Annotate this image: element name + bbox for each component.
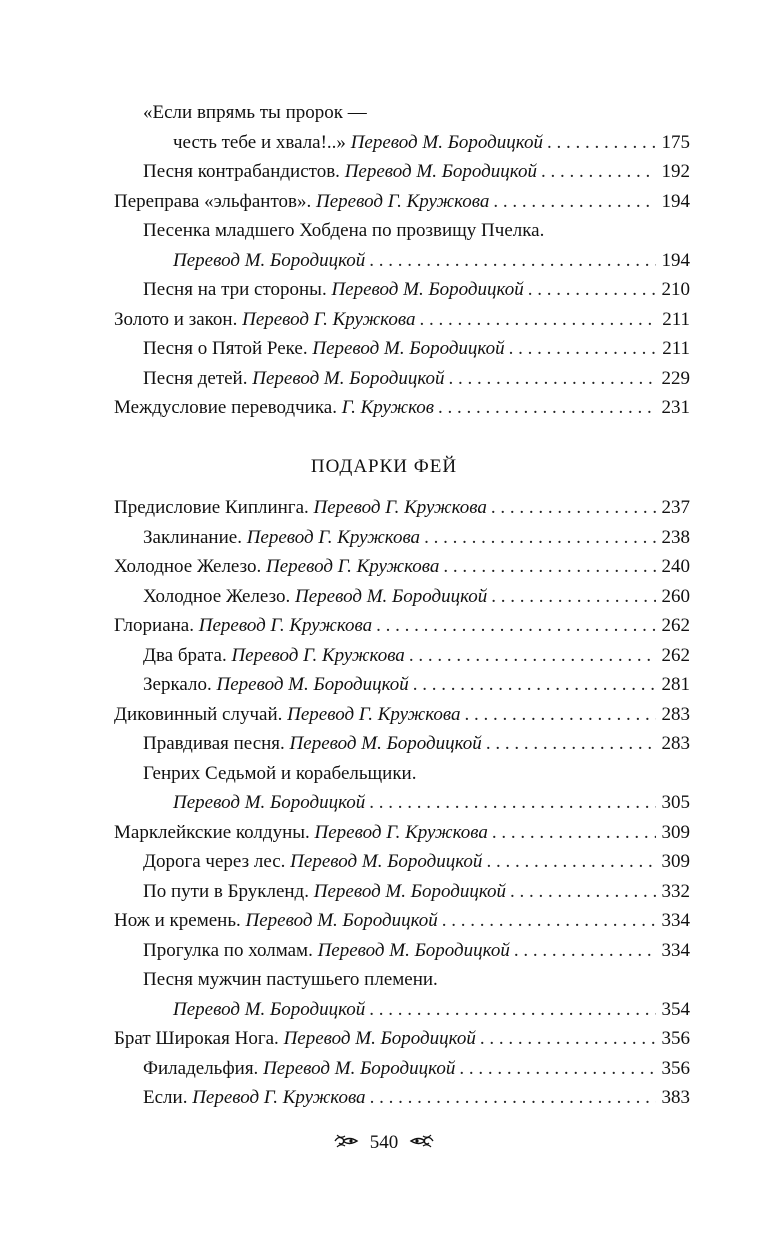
toc-entry-title [173,788,365,818]
toc-entry [114,393,690,423]
dot-leader [413,670,656,700]
entry-translator: Перевод М. Бородицкой [317,939,510,961]
entry-translator: Перевод Г. Кружкова [242,308,416,330]
dot-leader [493,187,655,217]
toc-entry [114,582,690,612]
dot-leader [491,493,656,523]
entry-translator: Перевод М. Бородицкой [344,161,537,182]
toc-entry [114,216,690,246]
entry-title-text: Холодное Железо. [114,556,262,577]
toc-entry-title [114,1024,476,1054]
entry-title-text: честь тебе и хвала!..» [173,131,346,153]
dot-leader [528,275,656,305]
dot-leader [376,611,655,641]
dot-leader [480,1024,656,1054]
entry-translator: Перевод Г. Кружкова [198,615,373,636]
dot-leader [449,364,656,394]
ornament-right-icon [409,1129,435,1159]
toc-entry-title [143,334,505,364]
toc-entry [114,1083,690,1113]
toc-entry [114,275,690,305]
toc-entry [114,877,690,907]
toc-entry-title [143,641,405,671]
toc-entry-title [173,128,543,158]
entry-title-text: Заклинание. [143,526,242,548]
toc-entry [114,729,690,759]
page-number: 540 [369,1132,399,1153]
toc-entry-title [143,157,537,187]
toc-entry [114,906,690,936]
entry-title-text: Междусловие переводчика. [114,397,337,418]
toc-entry [114,670,690,700]
dot-leader [409,641,656,671]
dot-leader [459,1054,655,1084]
entry-translator: Перевод Г. Кружкова [192,1087,366,1108]
entry-page-number: 334 [661,910,690,931]
entry-translator: Перевод М. Бородицкой [283,1028,476,1049]
toc-entry [114,936,690,966]
entry-title-text: Марклейкские колдуны. [114,821,310,843]
entry-title-text: Песня о Пятой Реке. [143,338,308,359]
toc-entry [114,611,690,641]
entry-translator: Перевод Г. Кружкова [314,821,488,843]
entry-title-text: Зеркало. [143,674,212,695]
toc-entry [114,364,690,394]
entry-translator: Перевод М. Бородицкой [295,585,488,607]
dot-leader [491,582,655,612]
dot-leader [442,906,656,936]
entry-translator: Г. Кружков [341,397,434,418]
dot-leader [486,847,655,877]
entry-page-number: 332 [661,880,690,902]
page-footer [0,1128,768,1159]
entry-translator: Перевод М. Бородицкой [331,279,524,300]
dot-leader [369,995,655,1025]
entry-title-text: Песня мужчин пастушьего племени. [143,969,438,990]
toc-entry-title [114,906,438,936]
entry-translator: Перевод М. Бородицкой [313,880,506,902]
entry-title-text: Генрих Седьмой и корабельщики. [143,762,417,784]
entry-title-text: Прогулка по холмам. [143,939,313,961]
dot-leader [369,788,655,818]
entry-title-text: Если. [143,1087,188,1108]
toc-entry-title [114,393,434,423]
toc-entry [114,128,690,158]
entry-translator: Перевод М. Бородицкой [245,910,438,931]
toc-entry-title [143,1083,366,1113]
entry-translator: Перевод Г. Кружкова [316,190,490,212]
entry-title-text: Нож и кремень. [114,910,241,931]
toc-entry-title [143,877,506,907]
entry-translator: Перевод М. Бородицкой [173,998,366,1020]
entry-page-number: 192 [661,161,690,182]
toc-entry-title [143,98,367,128]
entry-translator: Перевод М. Бородицкой [350,131,543,153]
toc-entry-title [173,995,365,1025]
entry-page-number: 194 [661,190,690,212]
entry-page-number: 354 [661,998,690,1020]
entry-page-number: 334 [661,939,690,961]
toc-entry-title [114,700,460,730]
entry-title-text: Два брата. [143,644,227,666]
toc-entry-title [143,1054,455,1084]
entry-translator: Перевод М. Бородицкой [173,249,366,271]
toc-entry [114,995,690,1025]
toc-entry-title [143,965,438,995]
dot-leader [486,729,656,759]
toc-entry [114,246,690,276]
dot-leader [464,700,655,730]
toc-block-2 [114,493,690,1113]
dot-leader [514,936,656,966]
entry-page-number: 194 [661,249,690,271]
entry-page-number: 283 [661,733,690,754]
entry-page-number: 281 [661,674,690,695]
toc-entry-title [143,582,487,612]
entry-page-number: 283 [661,703,690,725]
toc-entry-title [143,670,409,700]
entry-title-text: Правдивая песня. [143,733,285,754]
entry-page-number: 309 [661,821,690,843]
entry-title-text: Филадельфия. [143,1057,259,1079]
entry-title-text: Песня на три стороны. [143,279,327,300]
entry-translator: Перевод Г. Кружкова [287,703,461,725]
entry-title-text: Песня детей. [143,367,248,389]
entry-title-text: Холодное Железо. [143,585,291,607]
entry-page-number: 356 [661,1028,690,1049]
toc-entry [114,493,690,523]
dot-leader [370,1083,656,1113]
toc-entry [114,788,690,818]
toc-entry [114,157,690,187]
dot-leader [419,305,656,335]
toc-entry [114,759,690,789]
toc-entry-title [114,305,415,335]
toc-entry-title [143,364,445,394]
entry-page-number: 262 [661,644,690,666]
dot-leader [547,128,656,158]
dot-leader [438,393,656,423]
entry-translator: Перевод М. Бородицкой [290,851,483,872]
toc-entry [114,1024,690,1054]
entry-translator: Перевод М. Бородицкой [216,674,409,695]
entry-translator: Перевод Г. Кружкова [231,644,405,666]
toc-entry-title [143,729,482,759]
entry-title-text: Предисловие Киплинга. [114,497,309,518]
dot-leader [369,246,655,276]
dot-leader [492,818,656,848]
toc-entry [114,1054,690,1084]
toc-entry-title [143,759,416,789]
toc-entry-title [143,936,510,966]
entry-page-number: 175 [661,131,690,153]
entry-page-number: 240 [661,556,690,577]
toc-entry-title [114,818,488,848]
toc-entry-title [173,246,365,276]
entry-title-text: Диковинный случай. [114,703,283,725]
toc-block-1 [114,98,690,423]
entry-page-number: 237 [661,497,690,518]
entry-translator: Перевод М. Бородицкой [173,792,366,813]
toc-entry-title [114,552,439,582]
entry-page-number: 356 [661,1057,690,1079]
entry-title-text: Брат Широкая Нога. [114,1028,279,1049]
entry-translator: Перевод М. Бородицкой [312,338,505,359]
toc-entry [114,641,690,671]
entry-translator: Перевод М. Бородицкой [252,367,445,389]
entry-title-text: «Если впрямь ты пророк — [143,102,367,123]
section-heading: ПОДАРКИ ФЕЙ [310,456,458,477]
toc-entry-title [114,611,372,641]
toc-entry [114,847,690,877]
toc-entry [114,700,690,730]
entry-page-number: 210 [661,279,690,300]
entry-page-number: 383 [661,1087,690,1108]
toc-entry [114,818,690,848]
toc-entry [114,98,690,128]
entry-title-text: Песня контрабандистов. [143,161,340,182]
entry-page-number: 231 [661,397,690,418]
entry-page-number: 309 [661,851,690,872]
toc-entry-title [143,216,544,246]
dot-leader [443,552,655,582]
toc-entry [114,965,690,995]
entry-page-number: 262 [661,615,690,636]
entry-page-number: 305 [661,792,690,813]
toc-entry [114,187,690,217]
ornament-left-icon [333,1129,359,1159]
entry-title-text: Песенка младшего Хобдена по прозвищу Пчелка. [143,220,545,241]
dot-leader [541,157,656,187]
entry-title-text: Золото и закон. [114,308,238,330]
entry-page-number: 211 [662,338,690,359]
toc-entry-title [143,847,482,877]
toc-entry [114,523,690,553]
toc-entry-title [114,187,489,217]
entry-page-number: 229 [661,367,690,389]
entry-title-text: Переправа «эльфантов». [114,190,312,212]
entry-translator: Перевод Г. Кружкова [313,497,487,518]
entry-title-text: Дорога через лес. [143,851,286,872]
toc-entry [114,305,690,335]
entry-page-number: 260 [661,585,690,607]
toc-entry-title [143,275,524,305]
entry-page-number: 211 [662,308,690,330]
dot-leader [509,334,656,364]
entry-page-number: 238 [661,526,690,548]
toc-entry [114,334,690,364]
toc-entry [114,552,690,582]
entry-translator: Перевод Г. Кружкова [246,526,421,548]
dot-leader [510,877,656,907]
entry-title-text: По пути в Брукленд. [143,880,309,902]
toc-entry-title [143,523,420,553]
entry-title-text: Глориана. [114,615,194,636]
entry-translator: Перевод Г. Кружкова [266,556,440,577]
entry-translator: Перевод М. Бородицкой [263,1057,456,1079]
toc-entry-title [114,493,487,523]
entry-translator: Перевод М. Бородицкой [289,733,482,754]
dot-leader [424,523,655,553]
